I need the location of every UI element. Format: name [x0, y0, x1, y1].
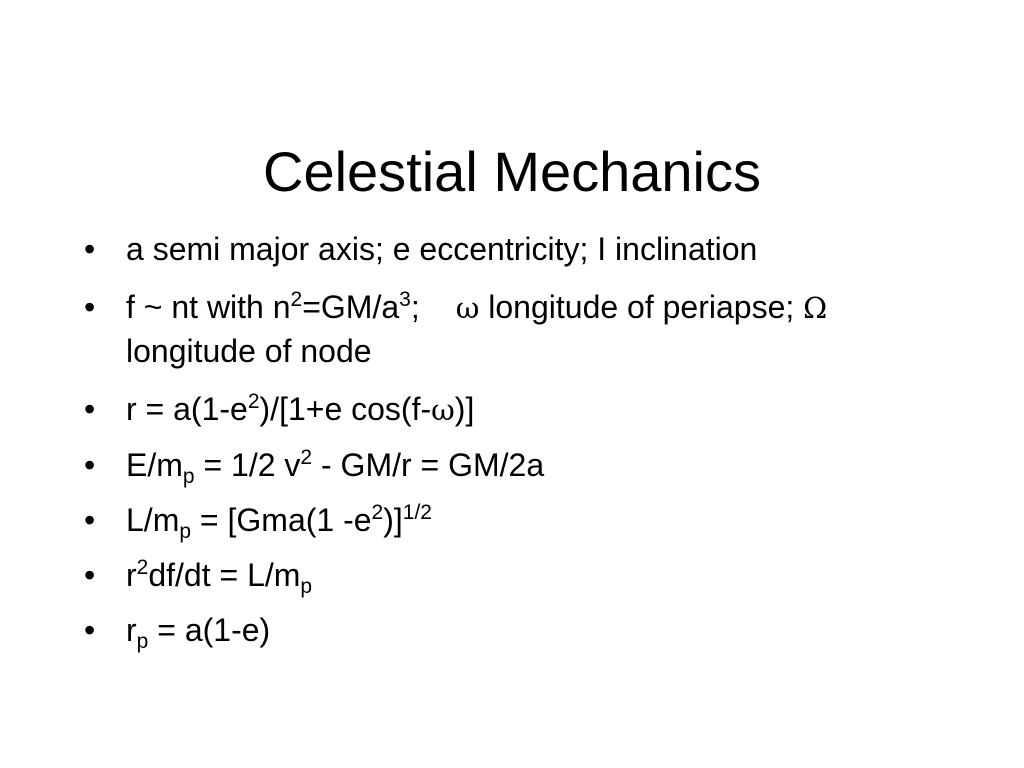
bullet-angular-momentum [84, 499, 964, 542]
bullet-kepler-second-law [84, 554, 964, 597]
bullet-marker: • [84, 557, 96, 593]
bullet-orbit-equation [84, 388, 964, 432]
bullet-marker: • [84, 502, 96, 538]
bullet-text: r = a(1-e [126, 391, 248, 427]
superscript: 2 [290, 288, 303, 311]
superscript: 2 [136, 556, 149, 579]
bullet-text: r [126, 612, 137, 648]
superscript: 2 [300, 446, 313, 469]
superscript: 2 [247, 390, 260, 413]
subscript: p [182, 465, 195, 488]
bullet-marker: • [84, 391, 96, 427]
bullet-text: a semi major axis; e eccentricity; I inclination [126, 231, 758, 267]
bullet-marker: • [84, 447, 96, 483]
subscript: p [136, 630, 149, 653]
superscript: 2 [371, 501, 384, 524]
bullet-marker: • [84, 289, 96, 325]
superscript: 1/2 [402, 501, 432, 524]
bullet-text: r [126, 557, 137, 593]
bullet-text: longitude of node [126, 333, 372, 369]
bullet-list [84, 228, 964, 664]
bullet-text: df/dt = L/m [148, 557, 301, 593]
bullet-marker: • [84, 231, 96, 267]
bullet-text: f ~ nt with n [126, 289, 291, 325]
bullet-mean-motion [84, 286, 964, 373]
bullet-text: E/m [126, 447, 183, 483]
bullet-text: )] [383, 502, 403, 538]
bullet-text: = [Gma(1 -e [191, 502, 372, 538]
bullet-text: )] [454, 391, 475, 427]
subscript: p [179, 520, 192, 543]
omega-symbol: ω [455, 291, 480, 325]
bullet-text: = 1/2 v [194, 447, 301, 483]
subscript: p [300, 575, 313, 598]
bullet-text: L/m [126, 502, 180, 538]
bullet-text: - GM/r = GM/2a [312, 447, 545, 483]
superscript: 3 [399, 288, 411, 311]
bullet-marker: • [84, 612, 96, 648]
bullet-text: longitude of periapse; [479, 289, 804, 325]
bullet-periapse-distance [84, 609, 964, 652]
bullet-energy [84, 444, 964, 487]
bullet-text: )/[1+e cos(f- [259, 391, 432, 427]
bullet-text: = a(1-e) [148, 612, 271, 648]
capital-omega-symbol: Ω [803, 291, 828, 325]
bullet-text: ; [410, 289, 420, 325]
bullet-orbital-elements [84, 228, 964, 271]
omega-symbol: ω [431, 393, 455, 427]
slide-title: Celestial Mechanics [263, 139, 761, 203]
bullet-text: =GM/a [302, 289, 400, 325]
